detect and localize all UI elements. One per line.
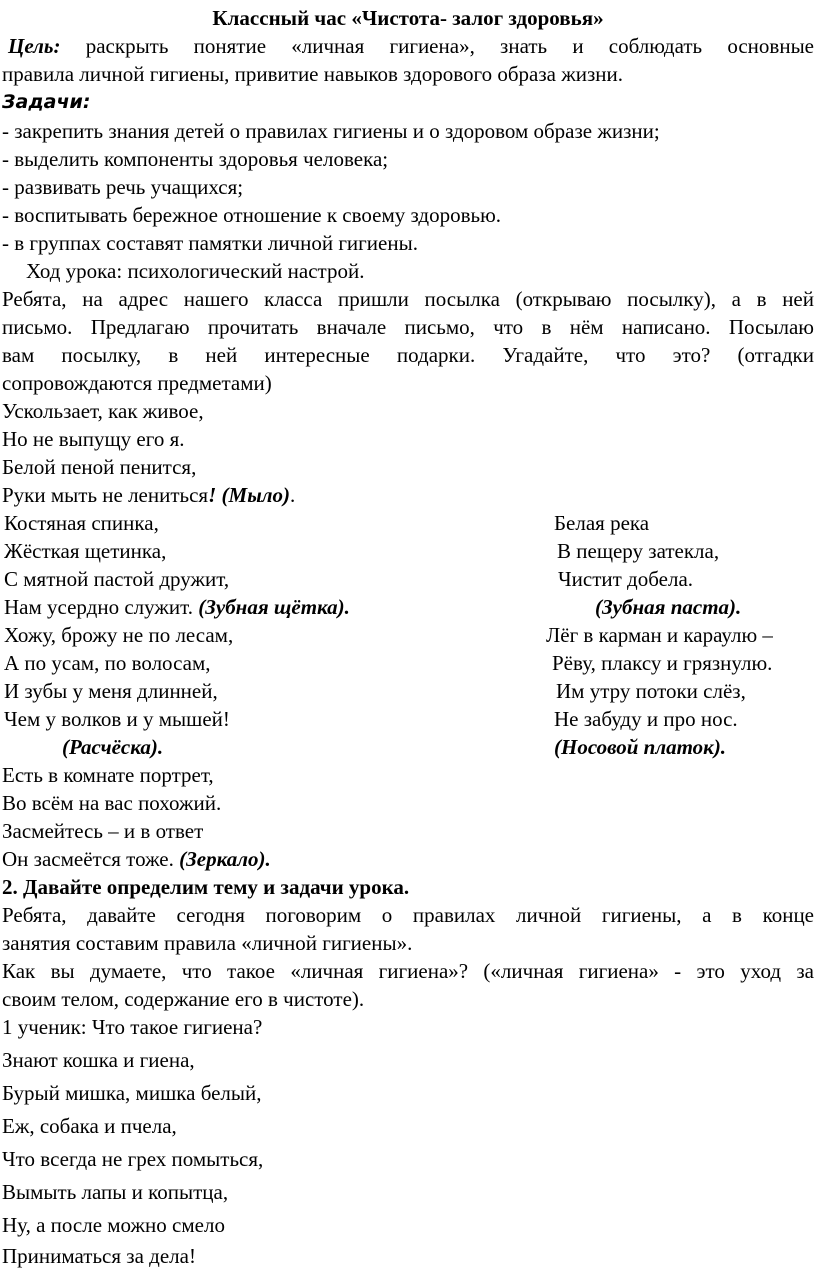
section2-para1-line-1: Ребята, давайте сегодня поговорим о правилах личной гигиены, а в конце [2,903,814,927]
toothbrush-answer: (Зубная щётка). [198,595,350,619]
section2-para2-line-1: Как вы думаете, что такое «личная гигиена»? («личная гигиена» - это уход за [2,959,814,983]
comb-text-1: Хожу, брожу не по лесам, [4,623,234,647]
toothbrush-text-4: Нам усердно служит. [4,595,193,619]
poem-line-7: Приниматься за дела! [2,1244,196,1268]
toothbrush-line-1 [2,509,814,537]
comb-text-4: Чем у волков и у мышей! [4,707,230,731]
toothbrush-text-1: Костяная спинка, [4,511,159,535]
intro-line-1: Ребята, на адрес нашего класса пришли посылка (открываю посылку), а в ней [2,287,814,311]
document-title: Классный час «Чистота- залог здоровья» [212,6,604,30]
soap-line-4-text: Руки мыть не лениться [2,483,209,507]
soap-line-1: Ускользает, как живое, [2,399,204,423]
comb-line-1 [2,621,814,649]
handkerchief-text-1: Лёг в карман и караулю – [546,623,773,647]
toothpaste-text-1: Белая река [554,511,650,535]
comb-line-3 [2,677,814,705]
soap-line-2: Но не выпущу его я. [2,427,185,451]
poem-speaker: 1 ученик: Что такое гигиена? [2,1015,263,1039]
comb-line-4 [2,705,814,733]
poem-line-3: Еж, собака и пчела, [2,1114,177,1138]
poem-line-6: Ну, а после можно смело [2,1213,225,1237]
poem-line-1: Знают кошка и гиена, [2,1048,195,1072]
goal-line-1 [8,32,814,60]
toothbrush-text-2: Жёсткая щетинка, [4,539,167,563]
mirror-line-3: Засмейтесь – и в ответ [2,819,204,843]
mirror-line-4 [2,845,814,873]
comb-answer-line [2,733,814,761]
task-item-1: - закрепить знания детей о правилах гигиены и о здоровом образе жизни; [2,119,660,143]
intro-line-4: сопровождаются предметами) [2,371,272,395]
task-item-3: - развивать речь учащихся; [2,175,244,199]
toothpaste-text-3: Чистит добела. [558,567,694,591]
goal-line-2: правила личной гигиены, привитие навыков здорового образа жизни. [2,62,623,86]
comb-line-2 [2,649,814,677]
handkerchief-text-4: Не забуду и про нос. [554,707,738,731]
toothbrush-text-3: С мятной пастой дружит, [4,567,230,591]
poem-line-5: Вымыть лапы и копытца, [2,1180,229,1204]
toothbrush-line-2 [2,537,814,565]
handkerchief-answer: (Носовой платок). [554,735,727,759]
toothpaste-text-2: В пещеру затекла, [557,539,720,563]
goal-label: Цель: [8,34,61,58]
comb-text-3: И зубы у меня длинней, [4,679,218,703]
task-item-2: - выделить компоненты здоровья человека; [2,147,389,171]
poem-line-2: Бурый мишка, мишка белый, [2,1081,262,1105]
soap-line-3: Белой пеной пенится, [2,455,197,479]
tasks-label: Задачи: [2,91,91,113]
section2-para1-line-2: занятия составим правила «личной гигиены». [2,931,413,955]
toothpaste-answer: (Зубная паста). [595,595,742,619]
task-item-5: - в группах составят памятки личной гигиены. [2,231,418,255]
soap-end: . [290,483,296,507]
intro-line-2: письмо. Предлагаю прочитать вначале письмо, что в нём написано. Посылаю [2,315,814,339]
mirror-line-2: Во всём на вас похожий. [2,791,222,815]
task-item-4: - воспитывать бережное отношение к своему здоровью. [2,203,502,227]
section2-heading: 2. Давайте определим тему и задачи урока. [2,875,410,899]
handkerchief-text-2: Рёву, плаксу и грязнулю. [552,651,773,675]
comb-text-2: А по усам, по волосам, [4,651,211,675]
goal-text-1: раскрыть понятие «личная гигиена», знать и соблюдать основные [60,34,814,58]
soap-line-4 [2,481,814,509]
soap-exclaim: ! [208,483,217,507]
toothbrush-line-3 [2,565,814,593]
intro-line-3: вам посылку, в ней интересные подарки. Угадайте, что это? (отгадки [2,343,814,367]
handkerchief-text-3: Им утру потоки слёз, [556,679,746,703]
mirror-line-1: Есть в комнате портрет, [2,763,214,787]
mirror-text-4: Он засмеётся тоже. [2,847,174,871]
soap-answer: (Мыло) [221,483,291,507]
comb-answer: (Расчёска). [62,735,164,759]
toothbrush-line-4 [2,593,814,621]
mirror-answer: (Зеркало). [179,847,271,871]
section2-para2-line-2: своим телом, содержание его в чистоте). [2,987,365,1011]
lesson-start: Ход урока: психологический настрой. [26,259,365,283]
poem-line-4: Что всегда не грех помыться, [2,1147,264,1171]
